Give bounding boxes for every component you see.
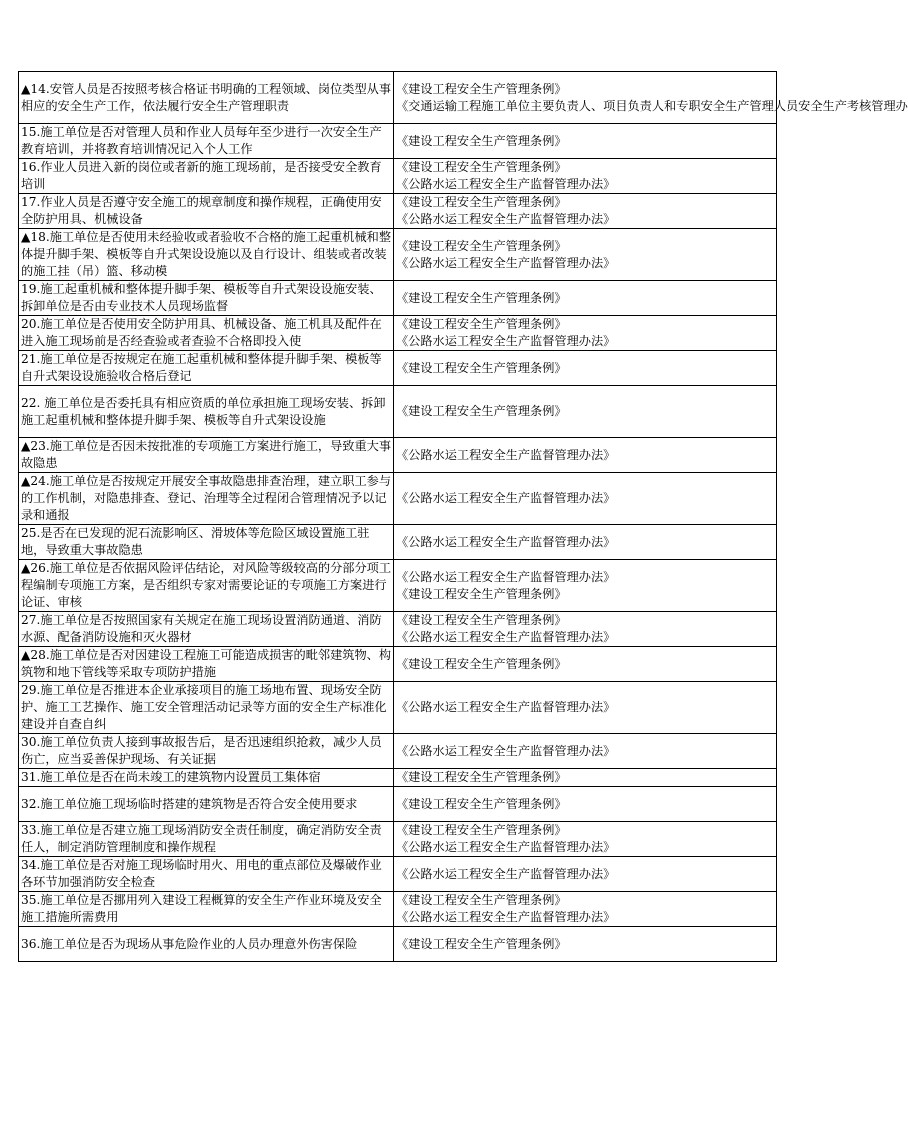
regulation-cell: [394, 124, 777, 159]
check-item-text: ▲14.安管人员是否按照考核合格证书明确的工程领域、岗位类型从事相应的安全生产工作，依法履行安全生产管理职责: [21, 81, 392, 113]
table-row: [19, 560, 777, 612]
regulation-reference: 《建设工程安全生产管理条例》: [396, 796, 567, 811]
check-item-cell: [19, 927, 394, 962]
table-row: [19, 857, 777, 892]
check-item-cell: [19, 281, 394, 316]
table-row: [19, 734, 777, 769]
regulation-cell: [394, 159, 777, 194]
regulation-cell: [394, 473, 777, 525]
check-item-cell: [19, 822, 394, 857]
regulation-reference: 《建设工程安全生产管理条例》: [396, 238, 567, 253]
table-row: [19, 822, 777, 857]
table-row: [19, 525, 777, 560]
table-row: [19, 682, 777, 734]
regulation-cell: [394, 857, 777, 892]
check-item-text: 16.作业人员进入新的岗位或者新的施工现场前，是否接受安全教育培训: [21, 160, 382, 191]
check-item-text: ▲18.施工单位是否使用未经验收或者验收不合格的施工起重机械和整体提升脚手架、模板等自升式架设设施以及自行设计、组装或者改装的施工挂（吊）篮、移动模: [21, 230, 392, 278]
regulation-reference: 《建设工程安全生产管理条例》: [396, 290, 567, 305]
check-item-cell: [19, 72, 394, 124]
check-item-cell: [19, 351, 394, 386]
regulation-cell: [394, 734, 777, 769]
table-row: [19, 612, 777, 647]
regulation-reference: 《交通运输工程施工单位主要负责人、项目负责人和专职安全生产管理人员安全生产考核管理办: [396, 98, 908, 113]
regulation-reference: 《建设工程安全生产管理条例》: [396, 893, 567, 907]
regulation-cell: [394, 892, 777, 927]
regulation-cell: [394, 927, 777, 962]
regulation-table: [18, 71, 908, 962]
regulation-reference: 《公路水运工程安全生产监督管理办法》: [396, 491, 616, 505]
regulation-cell: [394, 525, 777, 560]
regulation-reference: 《建设工程安全生产管理条例》: [396, 195, 567, 209]
table-row: [19, 787, 777, 822]
regulation-reference: 《建设工程安全生产管理条例》: [396, 770, 567, 784]
regulation-reference: 《公路水运工程安全生产监督管理办法》: [396, 700, 616, 714]
check-item-text: 21.施工单位是否按规定在施工起重机械和整体提升脚手架、模板等自升式架设设施验收合格后登记: [21, 352, 382, 383]
table-row: [19, 386, 777, 438]
check-item-text: 25.是否在已发现的泥石流影响区、滑坡体等危险区域设置施工驻地，导致重大事故隐患: [21, 526, 370, 557]
regulation-cell: [394, 229, 777, 281]
check-item-text: 32.施工单位施工现场临时搭建的建筑物是否符合安全使用要求: [21, 796, 358, 811]
regulation-reference: 《建设工程安全生产管理条例》: [396, 823, 567, 837]
check-item-cell: [19, 194, 394, 229]
check-item-text: 36.施工单位是否为现场从事危险作业的人员办理意外伤害保险: [21, 936, 358, 951]
regulation-cell: [394, 769, 777, 787]
check-item-cell: [19, 734, 394, 769]
check-item-cell: [19, 316, 394, 351]
regulation-cell: [394, 682, 777, 734]
table-row: [19, 647, 777, 682]
check-item-cell: [19, 682, 394, 734]
table-row: [19, 769, 777, 787]
table-row: [19, 229, 777, 281]
check-item-text: ▲23.施工单位是否因未按批准的专项施工方案进行施工，导致重大事故隐患: [21, 439, 392, 470]
regulation-cell: [394, 386, 777, 438]
regulation-reference: 《公路水运工程安全生产监督管理办法》: [396, 630, 616, 644]
regulation-cell: [394, 351, 777, 386]
regulation-cell: [394, 647, 777, 682]
regulation-reference: 《建设工程安全生产管理条例》: [396, 936, 567, 951]
check-item-cell: [19, 229, 394, 281]
check-item-text: 31.施工单位是否在尚未竣工的建筑物内设置员工集体宿: [21, 770, 321, 784]
regulation-reference: 《公路水运工程安全生产监督管理办法》: [396, 840, 616, 854]
regulation-cell: [394, 281, 777, 316]
check-item-text: 22. 施工单位是否委托具有相应资质的单位承担施工现场安装、拆卸施工起重机械和整体提升脚手架、模板等自升式架设设施: [21, 395, 386, 427]
check-item-cell: [19, 787, 394, 822]
check-item-text: 27.施工单位是否按照国家有关规定在施工现场设置消防通道、消防水源、配备消防设施和灭火器材: [21, 613, 382, 644]
check-item-text: 33.施工单位是否建立施工现场消防安全责任制度，确定消防安全责任人，制定消防管理制度和操作规程: [21, 823, 382, 854]
regulation-reference: 《公路水运工程安全生产监督管理办法》: [396, 569, 616, 584]
check-item-cell: [19, 560, 394, 612]
check-item-cell: [19, 438, 394, 473]
regulation-reference: 《公路水运工程安全生产监督管理办法》: [396, 334, 616, 348]
check-item-text: ▲24.施工单位是否按规定开展安全事故隐患排查治理，建立职工参与的工作机制，对隐患排查、登记、治理等全过程闭合管理情况予以记录和通报: [21, 474, 392, 522]
check-item-cell: [19, 473, 394, 525]
check-item-cell: [19, 892, 394, 927]
regulation-reference: 《建设工程安全生产管理条例》: [396, 404, 567, 418]
regulation-reference: 《公路水运工程安全生产监督管理办法》: [396, 534, 616, 549]
check-item-cell: [19, 525, 394, 560]
regulation-reference: 《公路水运工程安全生产监督管理办法》: [396, 743, 616, 758]
table-row: [19, 159, 777, 194]
check-item-cell: [19, 612, 394, 647]
check-item-text: 15.施工单位是否对管理人员和作业人员每年至少进行一次安全生产教育培训，并将教育培训情况记入个人工作: [21, 125, 382, 156]
check-item-text: 34.施工单位是否对施工现场临时用火、用电的重点部位及爆破作业各环节加强消防安全检查: [21, 858, 382, 889]
table-body: [19, 72, 908, 962]
table-row: [19, 316, 777, 351]
regulation-reference: 《公路水运工程安全生产监督管理办法》: [396, 212, 616, 226]
check-item-text: 20.施工单位是否使用安全防护用具、机械设备、施工机具及配件在进入施工现场前是否经查验或者查验不合格即投入使: [21, 317, 382, 348]
table-row: [19, 438, 777, 473]
check-item-text: 29.施工单位是否推进本企业承接项目的施工场地布置、现场安全防护、施工工艺操作、施工安全管理活动记录等方面的安全生产标准化建设并自查自纠: [21, 683, 387, 731]
regulation-reference: 《建设工程安全生产管理条例》: [396, 613, 567, 627]
check-item-text: ▲28.施工单位是否对因建设工程施工可能造成损害的毗邻建筑物、构筑物和地下管线等采取专项防护措施: [21, 648, 392, 679]
regulation-reference: 《公路水运工程安全生产监督管理办法》: [396, 447, 616, 462]
regulation-cell: [394, 438, 777, 473]
check-item-text: 35.施工单位是否挪用列入建设工程概算的安全生产作业环境及安全施工措施所需费用: [21, 893, 382, 924]
table-row: [19, 124, 777, 159]
check-item-cell: [19, 124, 394, 159]
check-item-cell: [19, 857, 394, 892]
table-row: [19, 473, 777, 525]
regulation-reference: 《建设工程安全生产管理条例》: [396, 360, 567, 375]
regulation-cell: [394, 612, 777, 647]
regulation-reference: 《公路水运工程安全生产监督管理办法》: [396, 255, 616, 270]
check-item-cell: [19, 386, 394, 438]
check-item-text: 17.作业人员是否遵守安全施工的规章制度和操作规程，正确使用安全防护用具、机械设备: [21, 195, 382, 226]
regulation-reference: 《建设工程安全生产管理条例》: [396, 586, 567, 601]
regulation-reference: 《公路水运工程安全生产监督管理办法》: [396, 866, 616, 881]
regulation-cell: [394, 316, 777, 351]
regulation-cell: [394, 822, 777, 857]
check-item-cell: [19, 647, 394, 682]
regulation-reference: 《公路水运工程安全生产监督管理办法》: [396, 177, 616, 191]
check-item-cell: [19, 769, 394, 787]
check-item-text: 19.施工起重机械和整体提升脚手架、模板等自升式架设设施安装、拆卸单位是否由专业技术人员现场监督: [21, 282, 382, 313]
regulation-reference: 《建设工程安全生产管理条例》: [396, 656, 567, 671]
regulation-cell: [394, 72, 908, 124]
check-item-cell: [19, 159, 394, 194]
table-row: [19, 892, 777, 927]
regulation-cell: [394, 787, 777, 822]
regulation-reference: 《建设工程安全生产管理条例》: [396, 133, 567, 148]
regulation-reference: 《建设工程安全生产管理条例》: [396, 160, 567, 174]
table-row: [19, 72, 777, 124]
table-row: [19, 351, 777, 386]
regulation-reference: 《建设工程安全生产管理条例》: [396, 317, 567, 331]
table-row: [19, 927, 777, 962]
regulation-cell: [394, 194, 777, 229]
regulation-cell: [394, 560, 777, 612]
regulation-reference: 《建设工程安全生产管理条例》: [396, 81, 567, 96]
check-item-text: 30.施工单位负责人接到事故报告后，是否迅速组织抢救，减少人员伤亡，应当妥善保护现场、有关证据: [21, 735, 382, 766]
table-row: [19, 194, 777, 229]
table-row: [19, 281, 777, 316]
check-item-text: ▲26.施工单位是否依据风险评估结论，对风险等级较高的分部分项工程编制专项施工方案，是否组织专家对需要论证的专项施工方案进行论证、审核: [21, 561, 392, 609]
regulation-reference: 《公路水运工程安全生产监督管理办法》: [396, 910, 616, 924]
